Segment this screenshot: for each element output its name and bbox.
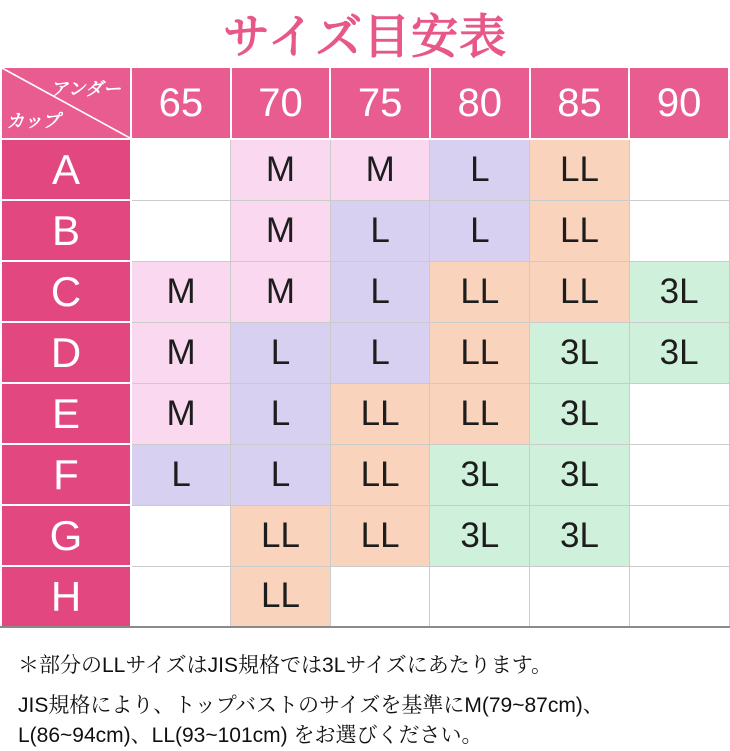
size-cell-C-75: L bbox=[330, 261, 430, 322]
size-cell-D-90: 3L bbox=[629, 322, 729, 383]
size-cell-A-70: M bbox=[231, 139, 331, 200]
cup-row-A bbox=[1, 139, 729, 200]
size-cell-F-75: LL bbox=[330, 444, 430, 505]
cup-row-G bbox=[1, 505, 729, 566]
cup-label-G: G bbox=[1, 505, 131, 566]
table-header bbox=[1, 67, 729, 139]
cup-label-D: D bbox=[1, 322, 131, 383]
size-cell-G-85: 3L bbox=[530, 505, 630, 566]
size-cell-C-90: 3L bbox=[629, 261, 729, 322]
cup-row-B bbox=[1, 200, 729, 261]
empty-cell-B-90 bbox=[629, 200, 729, 261]
empty-cell-B-65 bbox=[131, 200, 231, 261]
cup-label-A: A bbox=[1, 139, 131, 200]
size-cell-D-65: M bbox=[131, 322, 231, 383]
size-cell-D-70: L bbox=[231, 322, 331, 383]
notes-section bbox=[0, 628, 730, 751]
note-jis-line-2: L(86~94cm)、LL(93~101cm) をお選びください。 bbox=[18, 723, 483, 747]
size-guide-table bbox=[0, 66, 730, 628]
cup-label-B: B bbox=[1, 200, 131, 261]
size-cell-E-70: L bbox=[231, 383, 331, 444]
under-size-80: 80 bbox=[430, 67, 530, 139]
under-size-75: 75 bbox=[330, 67, 430, 139]
cup-row-C bbox=[1, 261, 729, 322]
size-cell-C-65: M bbox=[131, 261, 231, 322]
size-cell-F-70: L bbox=[231, 444, 331, 505]
under-size-70: 70 bbox=[231, 67, 331, 139]
size-cell-G-70: LL bbox=[231, 505, 331, 566]
size-cell-A-75: M bbox=[330, 139, 430, 200]
size-cell-B-80: L bbox=[430, 200, 530, 261]
cup-label-H: H bbox=[1, 566, 131, 627]
size-cell-G-80: 3L bbox=[430, 505, 530, 566]
page-title: サイズ目安表 bbox=[222, 9, 508, 63]
empty-cell-A-65 bbox=[131, 139, 231, 200]
empty-cell-H-65 bbox=[131, 566, 231, 627]
size-cell-B-70: M bbox=[231, 200, 331, 261]
note-ll-asterisk: ＊部分のLLサイズはJIS規格では3Lサイズにあたります。 bbox=[18, 654, 553, 677]
under-size-85: 85 bbox=[530, 67, 630, 139]
size-cell-G-75: LL bbox=[330, 505, 430, 566]
note-jis-line-1: JIS規格により、トップバストのサイズを基準にM(79~87cm)、 bbox=[18, 694, 604, 717]
size-cell-F-85: 3L bbox=[530, 444, 630, 505]
empty-cell-F-90 bbox=[629, 444, 729, 505]
header-row bbox=[1, 67, 729, 139]
cup-row-H bbox=[1, 566, 729, 627]
size-cell-E-75: LL bbox=[330, 383, 430, 444]
cup-row-D bbox=[1, 322, 729, 383]
note-jis-standard bbox=[18, 691, 718, 751]
under-size-65: 65 bbox=[131, 67, 231, 139]
size-cell-A-85: LL bbox=[530, 139, 630, 200]
size-cell-E-65: M bbox=[131, 383, 231, 444]
size-cell-E-85: 3L bbox=[530, 383, 630, 444]
size-cell-B-85: LL bbox=[530, 200, 630, 261]
size-cell-C-85: LL bbox=[530, 261, 630, 322]
size-cell-A-80: L bbox=[430, 139, 530, 200]
empty-cell-G-90 bbox=[629, 505, 729, 566]
cup-row-E bbox=[1, 383, 729, 444]
size-cell-C-80: LL bbox=[430, 261, 530, 322]
empty-cell-E-90 bbox=[629, 383, 729, 444]
empty-cell-H-90 bbox=[629, 566, 729, 627]
size-cell-H-70: LL bbox=[231, 566, 331, 627]
table-body bbox=[1, 139, 729, 627]
size-cell-B-75: L bbox=[330, 200, 430, 261]
empty-cell-H-80 bbox=[430, 566, 530, 627]
size-cell-D-75: L bbox=[330, 322, 430, 383]
corner-cell bbox=[1, 67, 131, 139]
size-cell-F-80: 3L bbox=[430, 444, 530, 505]
cup-label-C: C bbox=[1, 261, 131, 322]
size-cell-D-85: 3L bbox=[530, 322, 630, 383]
cup-label-F: F bbox=[1, 444, 131, 505]
empty-cell-H-75 bbox=[330, 566, 430, 627]
empty-cell-A-90 bbox=[629, 139, 729, 200]
under-axis-label: アンダー bbox=[50, 79, 125, 99]
empty-cell-G-65 bbox=[131, 505, 231, 566]
size-cell-C-70: M bbox=[231, 261, 331, 322]
size-cell-F-65: L bbox=[131, 444, 231, 505]
under-size-90: 90 bbox=[629, 67, 729, 139]
size-cell-D-80: LL bbox=[430, 322, 530, 383]
cup-label-E: E bbox=[1, 383, 131, 444]
size-cell-E-80: LL bbox=[430, 383, 530, 444]
empty-cell-H-85 bbox=[530, 566, 630, 627]
cup-axis-label: カップ bbox=[6, 111, 64, 131]
cup-row-F bbox=[1, 444, 729, 505]
